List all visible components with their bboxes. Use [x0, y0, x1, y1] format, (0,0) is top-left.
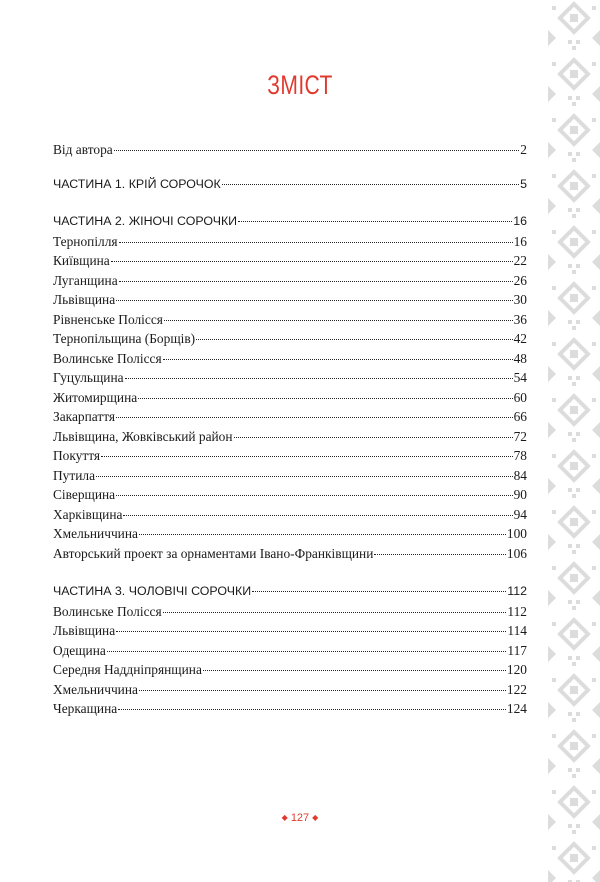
dot-leader — [374, 554, 506, 555]
dot-leader — [118, 709, 506, 710]
toc-entry-page: 22 — [513, 253, 527, 268]
toc-entry-label: Рівненське Полісся — [53, 311, 163, 327]
toc-entry-label: Львівщина, Жовківський район — [53, 428, 233, 444]
toc-entry[interactable] — [53, 604, 527, 624]
toc-entry[interactable] — [53, 682, 527, 702]
toc-intro-section — [53, 142, 527, 162]
toc-entry-label: Гуцульщина — [53, 370, 124, 385]
toc-entry-label: Волинське Полісся — [53, 603, 162, 619]
toc-entry-label: Авторський проект за орнаментами Івано-Франківщини — [53, 545, 374, 561]
dot-leader — [139, 690, 506, 691]
toc-entry[interactable] — [53, 234, 527, 254]
toc-part1-section — [53, 177, 527, 197]
toc-entry[interactable] — [53, 331, 527, 351]
toc-entry-page: 122 — [506, 681, 527, 697]
toc-part-heading-2[interactable] — [53, 214, 527, 234]
embroidery-ornament-border — [548, 0, 600, 882]
toc-entry-label: Хмельниччина — [53, 681, 138, 697]
toc-entry[interactable] — [53, 448, 527, 468]
page-number — [0, 812, 600, 824]
toc-entry-label: Київщина — [53, 253, 110, 268]
toc-entry[interactable] — [53, 292, 527, 312]
toc-entry-label: Житомирщина — [53, 389, 138, 405]
toc-entry[interactable] — [53, 429, 527, 449]
toc-entry-page: 66 — [513, 409, 527, 424]
toc-entry[interactable] — [53, 273, 527, 293]
toc-entry[interactable] — [53, 487, 527, 507]
toc-entry-page: 100 — [506, 526, 527, 541]
toc-entry-page: 106 — [506, 545, 527, 561]
toc-entry-page: 16 — [513, 233, 527, 249]
toc-part-label: ЧАСТИНА 3. ЧОЛОВІЧІ СОРОЧКИ — [53, 584, 252, 598]
toc-entry[interactable] — [53, 468, 527, 488]
toc-entry-page: 54 — [513, 370, 527, 385]
toc-entry[interactable] — [53, 507, 527, 527]
toc-entry-label: Хмельниччина — [53, 526, 138, 541]
toc-entry[interactable] — [53, 370, 527, 390]
dot-leader — [203, 670, 506, 671]
toc-entry-page: 117 — [507, 642, 527, 658]
dot-leader — [196, 339, 512, 340]
toc-entry-page: 84 — [513, 467, 527, 483]
dot-leader — [107, 651, 507, 652]
dot-leader — [252, 591, 506, 592]
toc-entry-label: Середня Наддніпрянщина — [53, 662, 202, 677]
toc-entry-label: Одещина — [53, 642, 106, 658]
toc-entry-label: Харківщина — [53, 506, 123, 522]
toc-entry-label: Львівщина — [53, 292, 116, 307]
dot-leader — [125, 378, 513, 379]
dot-leader — [139, 534, 506, 535]
toc-part-heading-1[interactable] — [53, 177, 527, 197]
toc-entry[interactable] — [53, 312, 527, 332]
toc-entry-label: Тернопільщина (Борщів) — [53, 331, 196, 346]
dot-leader — [234, 437, 513, 438]
toc-entry-page: 36 — [513, 311, 527, 327]
toc-part2-section — [53, 214, 527, 565]
diamond-icon: ◆ — [312, 813, 319, 822]
toc-entry-label: Луганщина — [53, 272, 118, 288]
toc-part-page: 5 — [520, 177, 527, 191]
toc-entry-label: Сіверщина — [53, 487, 116, 502]
dot-leader — [116, 417, 513, 418]
toc-entry-page: 90 — [513, 487, 527, 502]
dot-leader — [114, 150, 520, 151]
toc-entry-page: 124 — [506, 701, 527, 716]
toc-entry-page: 30 — [513, 292, 527, 307]
toc-entry-label: Львівщина — [53, 623, 116, 638]
toc-entry[interactable] — [53, 701, 527, 721]
toc-entry-label: Черкащина — [53, 701, 118, 716]
toc-entry-intro[interactable] — [53, 142, 527, 162]
toc-entry[interactable] — [53, 390, 527, 410]
toc-entry-page: 72 — [513, 428, 527, 444]
dot-leader — [163, 359, 513, 360]
toc-part-heading-3[interactable] — [53, 584, 527, 604]
toc-entry-label: Тернопілля — [53, 233, 118, 249]
toc-entry[interactable] — [53, 662, 527, 682]
dot-leader — [163, 612, 507, 613]
toc-entry-label: Покуття — [53, 448, 101, 463]
toc-entry-page: 42 — [513, 331, 527, 346]
toc-entry[interactable] — [53, 409, 527, 429]
dot-leader — [116, 631, 506, 632]
toc-part-label: ЧАСТИНА 2. ЖІНОЧІ СОРОЧКИ — [53, 214, 238, 228]
dot-leader — [96, 476, 513, 477]
dot-leader — [116, 495, 512, 496]
toc-entry-label: Волинське Полісся — [53, 350, 162, 366]
dot-leader — [222, 184, 519, 185]
toc-entry[interactable] — [53, 253, 527, 273]
toc-entry-label: Від автора — [53, 142, 113, 157]
dot-leader — [238, 221, 512, 222]
toc-entry-page: 78 — [513, 448, 527, 463]
toc-part3-list — [53, 604, 527, 721]
dot-leader — [101, 456, 513, 457]
dot-leader — [119, 281, 513, 282]
toc-entry-label: Закарпаття — [53, 409, 116, 424]
dot-leader — [116, 300, 512, 301]
toc-entry-page: 114 — [507, 623, 527, 638]
toc-entry[interactable] — [53, 643, 527, 663]
toc-entry-page: 120 — [506, 662, 527, 677]
page-number-value: 127 — [290, 812, 310, 824]
toc-part-label: ЧАСТИНА 1. КРІЙ СОРОЧОК — [53, 177, 221, 191]
diamond-icon: ◆ — [281, 813, 288, 822]
page-title: ЗМІСТ — [267, 70, 333, 100]
toc-entry-page: 112 — [507, 603, 527, 619]
toc-part-page: 16 — [513, 214, 527, 228]
toc-entry-page: 48 — [513, 350, 527, 366]
dot-leader — [119, 242, 513, 243]
toc-entry-page: 26 — [513, 272, 527, 288]
toc-entry-label: Путила — [53, 467, 96, 483]
toc-part3-section — [53, 584, 527, 721]
dot-leader — [111, 261, 513, 262]
toc-entry-page: 2 — [520, 142, 527, 157]
toc-entry-page: 60 — [513, 389, 527, 405]
dot-leader — [164, 320, 513, 321]
toc-entry[interactable] — [53, 623, 527, 643]
toc-entry[interactable] — [53, 546, 527, 566]
toc-part-page: 112 — [507, 584, 527, 598]
dot-leader — [138, 398, 512, 399]
toc-part2-list — [53, 234, 527, 566]
toc-entry[interactable] — [53, 526, 527, 546]
dot-leader — [123, 515, 512, 516]
toc-entry[interactable] — [53, 351, 527, 371]
toc-entry-page: 94 — [513, 506, 527, 522]
